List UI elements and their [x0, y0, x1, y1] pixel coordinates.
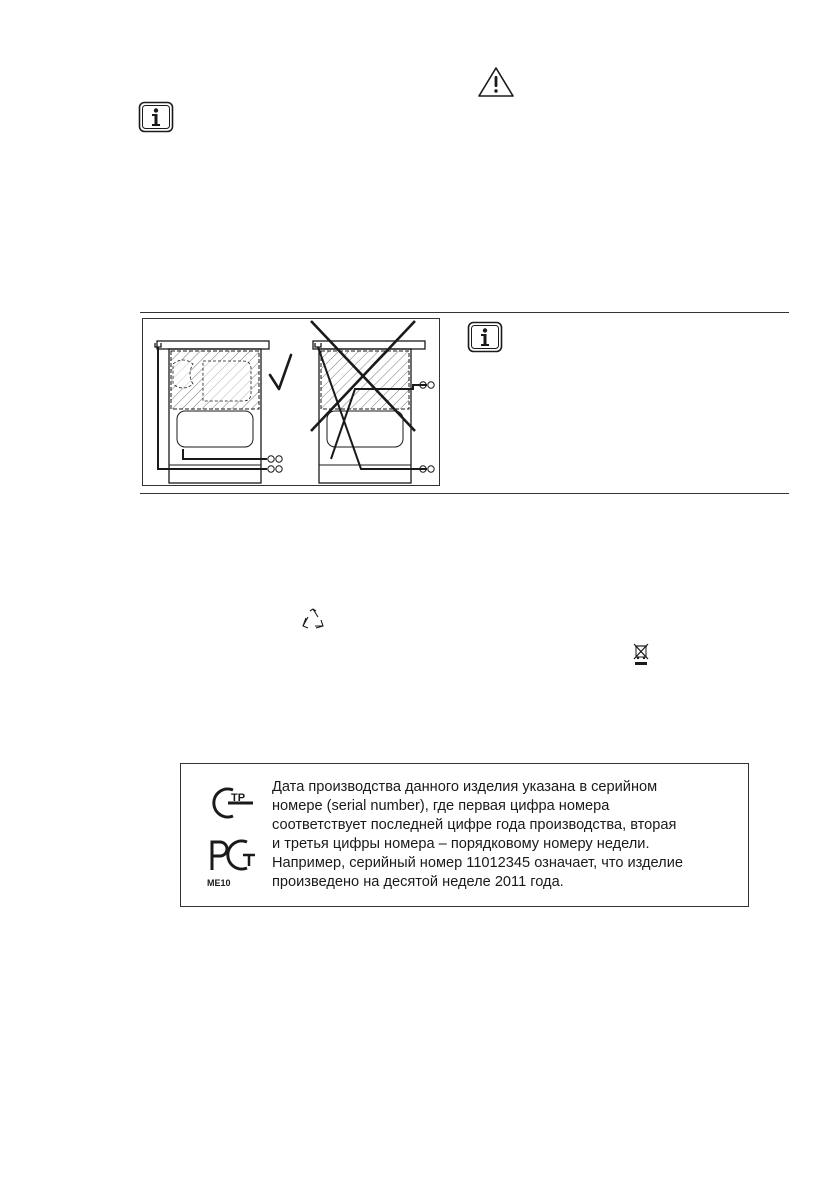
info-icon: [467, 321, 503, 353]
certification-line: соответствует последней цифре года производства, вторая: [272, 817, 677, 833]
certification-line: произведено на десятой неделе 2011 года.: [272, 874, 564, 890]
installation-figure: [142, 318, 440, 486]
info-icon: [138, 101, 174, 133]
svg-text:ТР: ТР: [231, 792, 246, 804]
warning-triangle-icon: [477, 66, 515, 98]
section-rule-top: [140, 312, 789, 313]
correct-checkmark: [270, 355, 291, 389]
correct-installation-appliance: [155, 341, 282, 483]
section-rule-bottom: [140, 493, 789, 494]
installation-drawing: [143, 319, 439, 485]
certification-line: Например, серийный номер 11012345 означает, что изделие: [272, 855, 683, 871]
recycle-icon: [301, 608, 325, 630]
certification-line: Дата производства данного изделия указана в серийном: [272, 779, 658, 795]
certification-line: номере (serial number), где первая цифра номера: [272, 798, 610, 814]
certification-notice: [180, 763, 749, 907]
rst-certification-mark: [203, 836, 255, 874]
crossed-bin-icon: [633, 642, 649, 666]
incorrect-installation-appliance: [313, 341, 434, 483]
certification-line: и третья цифры номера – порядковому номеру недели.: [272, 836, 650, 852]
certification-text: [272, 778, 742, 892]
ctp-certification-mark: [203, 786, 255, 820]
mark-code-label: ME10: [207, 878, 231, 888]
